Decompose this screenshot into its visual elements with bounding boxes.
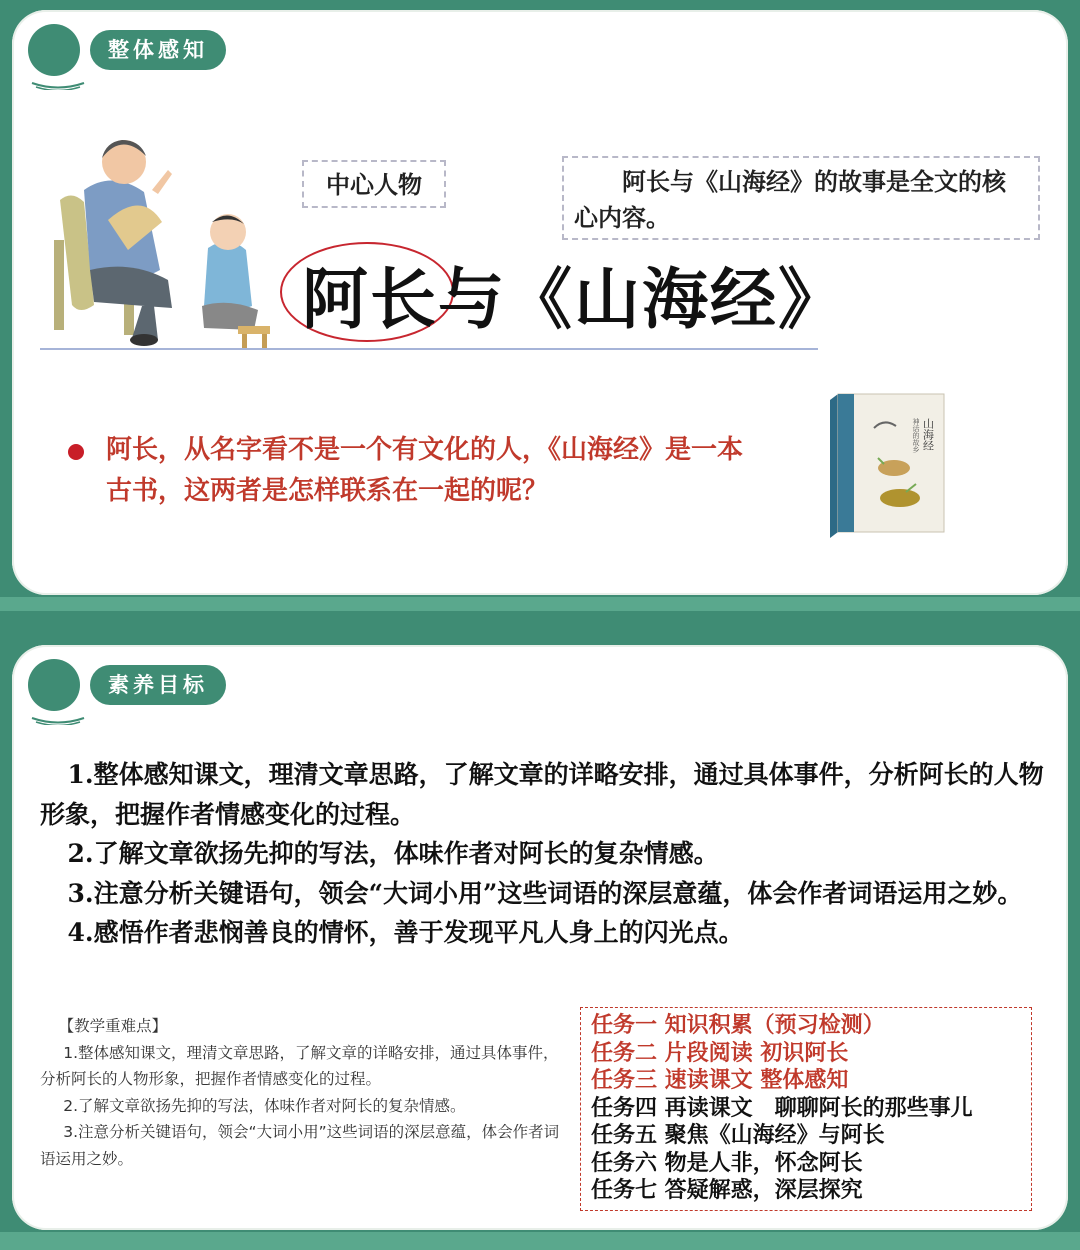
task-item: 任务六 物是人非，怀念阿长 (591, 1150, 863, 1176)
core-content-note: 阿长与《山海经》的故事是全文的核心内容。 (562, 156, 1040, 240)
slide-divider-strip (0, 597, 1080, 611)
badge-circle-icon (28, 659, 80, 711)
lesson-title: 阿长与《山海经》 (302, 260, 846, 338)
book-cover-image (824, 388, 950, 538)
task-item: 任务二 片段阅读 初识阿长 (591, 1040, 849, 1066)
book-subtitle: 神话的故乡 (912, 418, 920, 453)
title-underline (40, 348, 818, 350)
key-point-item: 1.整体感知课文，理清文章思路，了解文章的详略安排，通过具体事件，分析阿长的人物形象，把握作者情感变化的过程。 (40, 1043, 559, 1088)
section-badge (28, 24, 258, 94)
slide-literacy-objectives (12, 645, 1068, 1230)
task-item: 任务五 聚焦《山海经》与阿长 (591, 1123, 885, 1148)
objectives-list (40, 755, 1044, 953)
objective-item: 1.整体感知课文，理清文章思路，了解文章的详略安排，通过具体事件，分析阿长的人物形象，把握作者情感变化的过程。 (40, 760, 1044, 829)
section-badge-label: 整体感知 (90, 30, 226, 70)
badge-wave-icon (30, 74, 86, 90)
key-points-box (40, 1013, 560, 1172)
book-title: 山海经 (921, 418, 935, 451)
objective-item: 2.了解文章欲扬先抑的写法，体味作者对阿长的复杂情感。 (67, 839, 719, 868)
objective-item: 3.注意分析关键语句，领会“大词小用”这些词语的深层意蕴，体会作者词语运用之妙。 (67, 878, 1023, 908)
task-item: 任务三 速读课文 整体感知 (591, 1068, 849, 1093)
bottom-strip (0, 1232, 1080, 1250)
section-badge-label: 素养目标 (90, 665, 226, 705)
task-list-box (580, 1007, 1032, 1211)
task-item: 任务四 再读课文 聊聊阿长的那些事儿 (591, 1095, 973, 1121)
central-character-label: 中心人物 (302, 160, 446, 208)
slide-overall-perception (12, 10, 1068, 595)
task-item: 任务七 答疑解惑，深层探究 (591, 1178, 863, 1203)
key-point-item: 3.注意分析关键语句，领会“大词小用”这些词语的深层意蕴，体会作者词语运用之妙。 (40, 1123, 560, 1168)
question-text: 阿长，从名字看不是一个有文化的人，《山海经》是一本古书，这两者是怎样联系在一起的呢？ (106, 435, 744, 506)
section-badge (28, 659, 258, 729)
badge-circle-icon (28, 24, 80, 76)
objective-item: 4.感悟作者悲悯善良的情怀，善于发现平凡人身上的闪光点。 (67, 918, 744, 947)
bullet-icon (68, 444, 84, 460)
task-item: 任务一 知识积累（预习检测） (591, 1013, 885, 1038)
storytelling-illustration (32, 130, 282, 350)
key-point-item: 2.了解文章欲扬先抑的写法，体味作者对阿长的复杂情感。 (63, 1096, 466, 1115)
key-points-title: 【教学重难点】 (58, 1017, 168, 1035)
badge-wave-icon (30, 709, 86, 725)
